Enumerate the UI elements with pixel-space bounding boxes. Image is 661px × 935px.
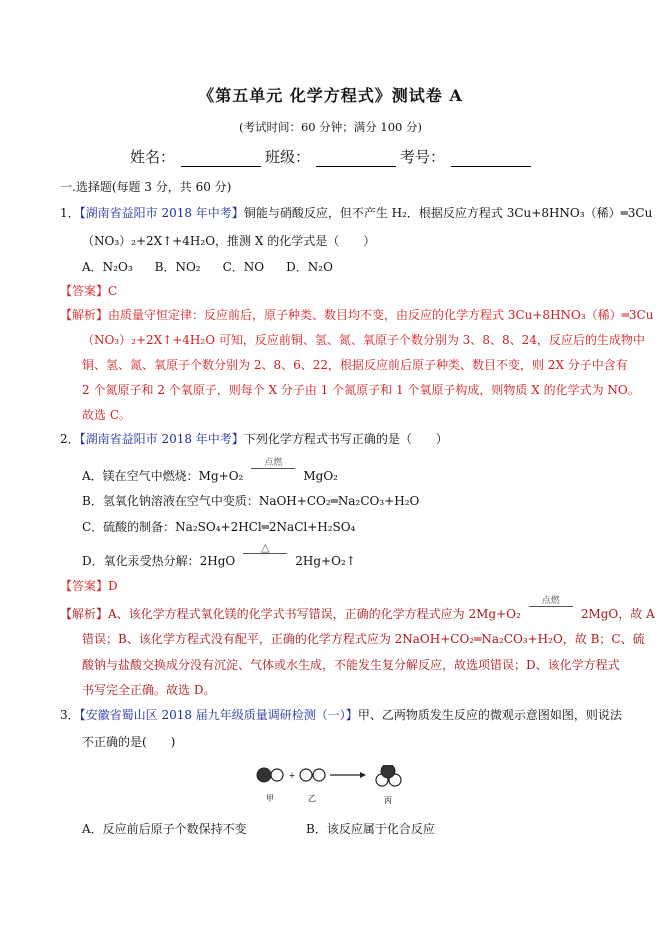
- label-yi: 乙: [308, 794, 316, 803]
- option-label: A．镁在空气中燃烧：: [82, 469, 199, 483]
- q1-answer: [60, 283, 117, 299]
- q2-answer: [60, 578, 118, 594]
- section-heading: 一.选择题(每题 3 分，共 60 分): [60, 180, 232, 194]
- exam-info: (考试时间：60 分钟；满分 100 分): [238, 120, 423, 134]
- analysis-text: 错误；B、该化学方程式没有配平，正确的化学方程式应为 2NaOH+CO₂═Na₂CO₃+H₂O，故 B；C、硫: [82, 632, 645, 646]
- number-label: 考号：: [400, 148, 446, 166]
- answer-value: D: [108, 579, 118, 593]
- q2-option-b: B．氢氧化钠溶液在空气中变质：NaOH+CO₂═Na₂CO₃+H₂O: [82, 494, 420, 508]
- q1-analysis: [60, 307, 653, 323]
- analysis-label: 【解析】: [60, 607, 109, 621]
- reaction-condition: 点燃: [541, 596, 560, 606]
- question-source: 【安徽省蜀山区 2018 届九年级质量调研检测（一）】: [79, 708, 358, 722]
- name-label: 姓名：: [130, 148, 176, 166]
- reaction-condition-line: [529, 596, 573, 619]
- reaction-condition-line: [243, 541, 287, 566]
- analysis-text: 2 个氮原子和 2 个氧原子，则每个 X 分子由 1 个氮原子和 1 个氧原子构成，则物质 X 的化学式为 NO。: [82, 383, 640, 397]
- option-b: B．NO₂: [154, 260, 201, 274]
- analysis-text: （NO₃）₂+2X↑+4H₂O 可知，反应前铜、氢、氮、氧原子个数分别为 3、8、8、24，反应后的生成物中: [82, 333, 645, 347]
- student-info-row: [130, 147, 535, 167]
- q2-option-c: C．硫酸的制备：Na₂SO₄+2HCl═2NaCl+H₂SO₄: [82, 520, 356, 534]
- question-3: [60, 707, 622, 723]
- q2-option-d: [82, 541, 356, 569]
- analysis-label: 【解析】: [60, 308, 109, 322]
- class-blank: [316, 150, 396, 167]
- reaction-condition-line: [251, 458, 295, 481]
- class-label: 班级：: [265, 148, 311, 166]
- plus-sign: +: [288, 771, 296, 780]
- equation-right: MgO₂: [303, 469, 338, 483]
- question-stem: 甲、乙两物质发生反应的微观示意图如图，则说法: [357, 708, 622, 722]
- analysis-text: 书写完全正确。故选 D。: [82, 683, 216, 697]
- dark-atom: [381, 765, 395, 778]
- question-1: [60, 205, 652, 221]
- q3-option-b: B．该反应属于化合反应: [306, 822, 435, 836]
- arrow-head: [360, 772, 366, 778]
- equation-left: 2HgO: [199, 554, 236, 568]
- option-d: D．N₂O: [286, 260, 333, 274]
- option-label: D．氧化汞受热分解：: [82, 554, 200, 568]
- dark-atom: [257, 768, 271, 782]
- question-number: 1．: [60, 206, 80, 220]
- number-blank: [451, 150, 531, 167]
- light-atom: [313, 769, 325, 781]
- analysis-text: A、该化学方程式氧化镁的化学式书写错误，正确的化学方程式应为 2Mg+O₂: [108, 607, 521, 621]
- q2-option-a: [82, 458, 338, 484]
- light-atom: [300, 769, 312, 781]
- analysis-text: 铜、氢、氮、氧原子个数分别为 2、8、6、22，根据反应前后原子种类、数目不变，则 2X 分子中含有: [82, 358, 628, 372]
- question-stem: 铜能与硝酸反应，但不产生 H₂．根据反应方程式 3Cu+8HNO₃（稀）═3Cu: [243, 206, 653, 220]
- answer-label: 【答案】: [60, 284, 109, 298]
- answer-label: 【答案】: [60, 579, 109, 593]
- q2-analysis: [60, 596, 655, 622]
- q1-options: [82, 259, 333, 275]
- reaction-micro-diagram: [250, 765, 410, 815]
- question-number: 3．: [60, 708, 80, 722]
- label-bing: 丙: [384, 796, 392, 805]
- label-jia: 甲: [266, 794, 274, 803]
- page-title: 《第五单元 化学方程式》测试卷 A: [198, 86, 463, 105]
- option-a: A．N₂O₃: [82, 260, 133, 274]
- question-stem-cont: 不正确的是( ): [82, 735, 176, 749]
- q3-option-a: A．反应前后原子个数保持不变: [82, 822, 247, 836]
- equation-right: 2Hg+O₂↑: [295, 554, 356, 568]
- reaction-condition: 点燃: [264, 458, 283, 468]
- question-number: 2．: [60, 432, 80, 446]
- light-atom: [271, 769, 283, 781]
- analysis-text: 酸钠与盐酸交换成分没有沉淀、气体或水生成，不能发生复分解反应，故选项错误；D、该化学方程式: [82, 658, 620, 672]
- question-stem: 下列化学方程式书写正确的是（ ）: [243, 432, 448, 446]
- analysis-text: 由质量守恒定律：反应前后，原子种类、数目均不变，由反应的化学方程式 3Cu+8HNO₃（稀）═3Cu: [108, 308, 654, 322]
- question-stem-cont: （NO₃）₂+2X↑+4H₂O，推测 X 的化学式是（ ）: [82, 234, 376, 248]
- question-source: 【湖南省益阳市 2018 年中考】: [79, 432, 244, 446]
- option-c: C．NO: [222, 260, 265, 274]
- analysis-text: 2MgO，故 A: [580, 607, 655, 621]
- equation-left: Mg+O₂: [198, 469, 244, 483]
- heat-symbol: △: [261, 541, 270, 554]
- answer-value: C: [108, 284, 118, 298]
- question-2: [60, 431, 448, 447]
- name-blank: [181, 150, 261, 167]
- analysis-text: 故选 C。: [82, 408, 131, 422]
- question-source: 【湖南省益阳市 2018 年中考】: [79, 206, 244, 220]
